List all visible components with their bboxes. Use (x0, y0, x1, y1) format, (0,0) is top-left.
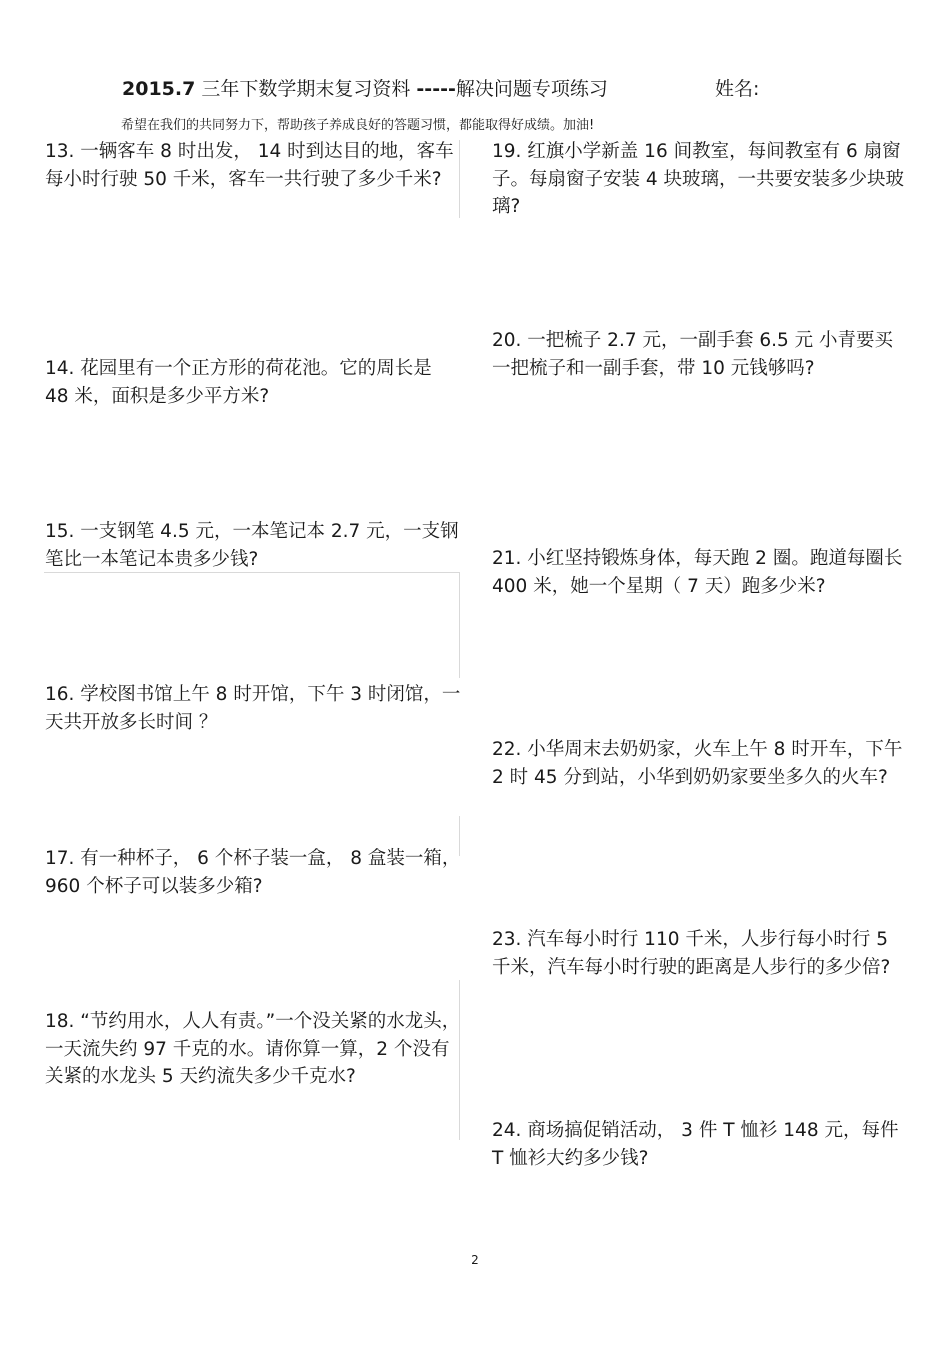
question-16: 16. 学校图书馆上午 8 时开馆，下午 3 时闭馆，一天共开放多长时间 ？ (45, 684, 461, 733)
question-20: 20. 一把梳子 2.7 元，一副手套 6.5 元 小青要买一把梳子和一副手套，带 10 元钱够吗? (492, 330, 894, 379)
title-dash: ----- (416, 78, 456, 100)
question-18: 18. “节约用水，人人有责。”一个没关紧的水龙头，一天流失约 97 千克的水。请你算一算，2 个没有关紧的水龙头 5 天约流失多少千克水? (45, 1011, 461, 1087)
name-label: 姓名: (715, 78, 760, 100)
question-24: 24. 商场搞促销活动， 3 件 T 恤衫 148 元，每件 T 恤衫大约多少钱? (492, 1120, 899, 1169)
question-17: 17. 有一种杯子， 6 个杯子装一盒， 8 盒装一箱， 960 个杯子可以装多少箱? (45, 848, 461, 897)
title-sub: 解决问题专项练习 (455, 78, 608, 100)
question-14: 14. 花园里有一个正方形的荷花池。它的周长是 48 米，面积是多少平方米? (45, 358, 432, 407)
question-21: 21. 小红坚持锻炼身体，每天跑 2 圈。跑道每圈长 400 米，她一个星期（ 7 天）跑多少米? (492, 548, 903, 597)
subtitle: 希望在我们的共同努力下，帮助孩子养成良好的答题习惯，都能取得好成绩。加油! (121, 118, 595, 133)
question-19: 19. 红旗小学新盖 16 间教室，每间教室有 6 扇窗子。每扇窗子安装 4 块玻璃，一共要安装多少块玻璃? (492, 141, 905, 217)
column-divider (459, 572, 460, 678)
title-main: 三年下数学期末复习资料 (195, 78, 417, 100)
question-15: 15. 一支钢笔 4.5 元，一本笔记本 2.7 元，一支钢笔比一本笔记本贵多少钱? (45, 521, 459, 570)
question-13: 13. 一辆客车 8 时出发， 14 时到达目的地，客车每小时行驶 50 千米，客车一共行驶了多少千米? (45, 141, 454, 190)
question-23: 23. 汽车每小时行 110 千米，人步行每小时行 5 千米，汽车每小时行驶的距离是人步行的多少倍? (492, 929, 891, 978)
question-22: 22. 小华周末去奶奶家，火车上午 8 时开车，下午 2 时 45 分到站，小华到奶奶家要坐多久的火车? (492, 739, 903, 788)
page-number: 2 (471, 1253, 479, 1267)
title-date: 2015.7 (122, 78, 196, 100)
